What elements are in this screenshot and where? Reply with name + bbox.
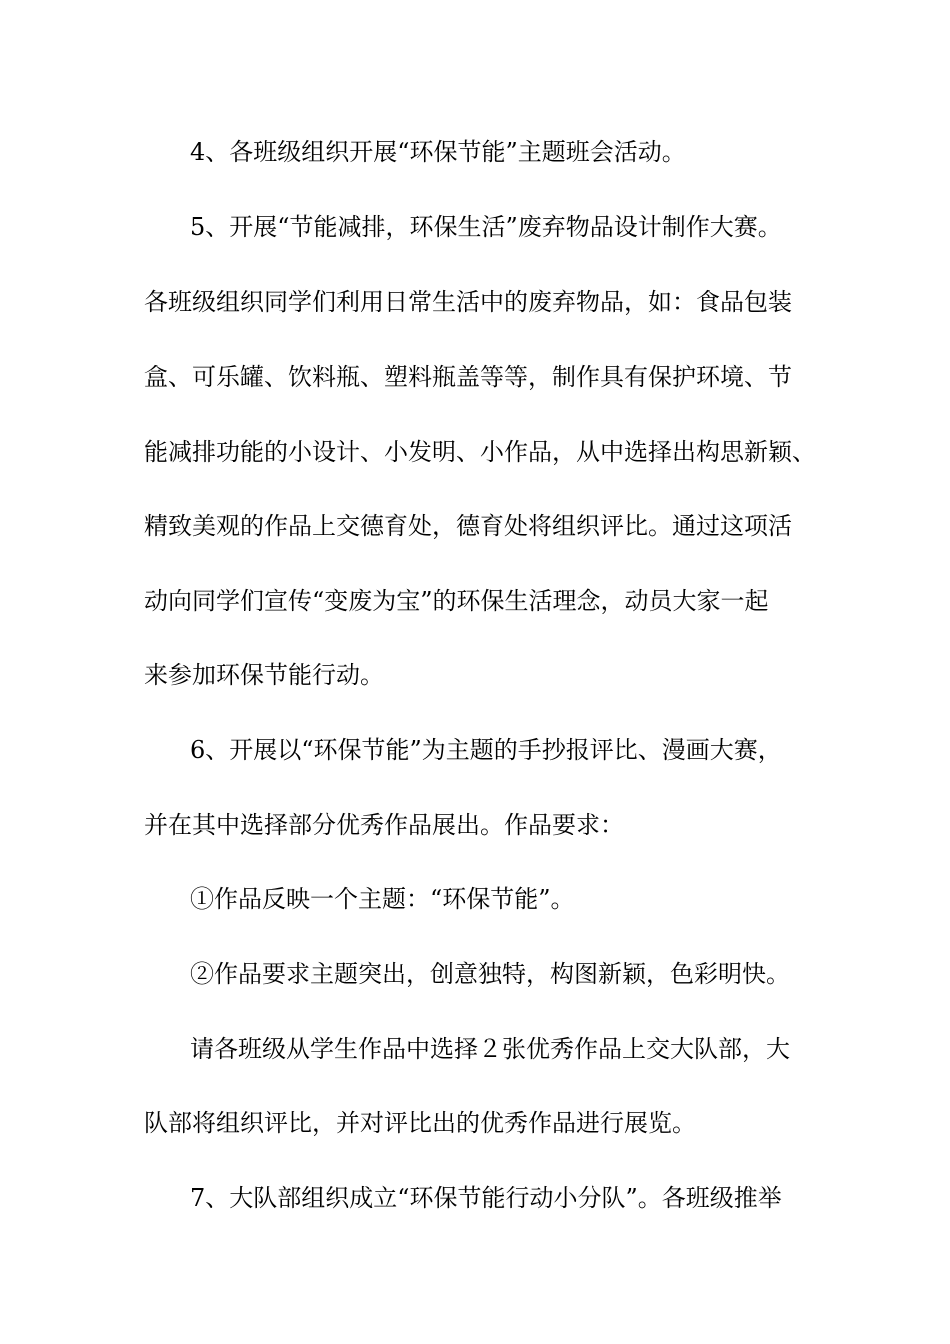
text-line-item-7: 7、大队部组织成立“环保节能行动小分队”。各班级推举 bbox=[190, 1184, 782, 1212]
text-line: 盒、可乐罐、饮料瓶、塑料瓶盖等等，制作具有保护环境、节 bbox=[144, 363, 792, 391]
text-line: 精致美观的作品上交德育处，德育处将组织评比。通过这项活 bbox=[144, 512, 792, 540]
text-line: 请各班级从学生作品中选择２张优秀作品上交大队部，大 bbox=[190, 1035, 790, 1063]
text-line-item-5: 5、开展“节能减排，环保生活”废弃物品设计制作大赛。 bbox=[190, 213, 782, 241]
text-line: 队部将组织评比，并对评比出的优秀作品进行展览。 bbox=[144, 1109, 696, 1137]
text-line-item-4: 4、各班级组织开展“环保节能”主题班会活动。 bbox=[190, 138, 686, 166]
text-line-item-6: 6、开展以“环保节能”为主题的手抄报评比、漫画大赛， bbox=[190, 736, 782, 764]
text-line: 能减排功能的小设计、小发明、小作品，从中选择出构思新颖、 bbox=[144, 438, 816, 466]
text-line: 并在其中选择部分优秀作品展出。作品要求： bbox=[144, 811, 624, 839]
text-line-requirement-2: ②作品要求主题突出，创意独特，构图新颖，色彩明快。 bbox=[190, 960, 790, 988]
text-line: 各班级组织同学们利用日常生活中的废弃物品，如：食品包装 bbox=[144, 288, 792, 316]
text-line: 动向同学们宣传“变废为宝”的环保生活理念，动员大家一起 bbox=[144, 587, 769, 615]
text-line: 来参加环保节能行动。 bbox=[144, 661, 384, 689]
text-line-requirement-1: ①作品反映一个主题：“环保节能”。 bbox=[190, 885, 575, 913]
